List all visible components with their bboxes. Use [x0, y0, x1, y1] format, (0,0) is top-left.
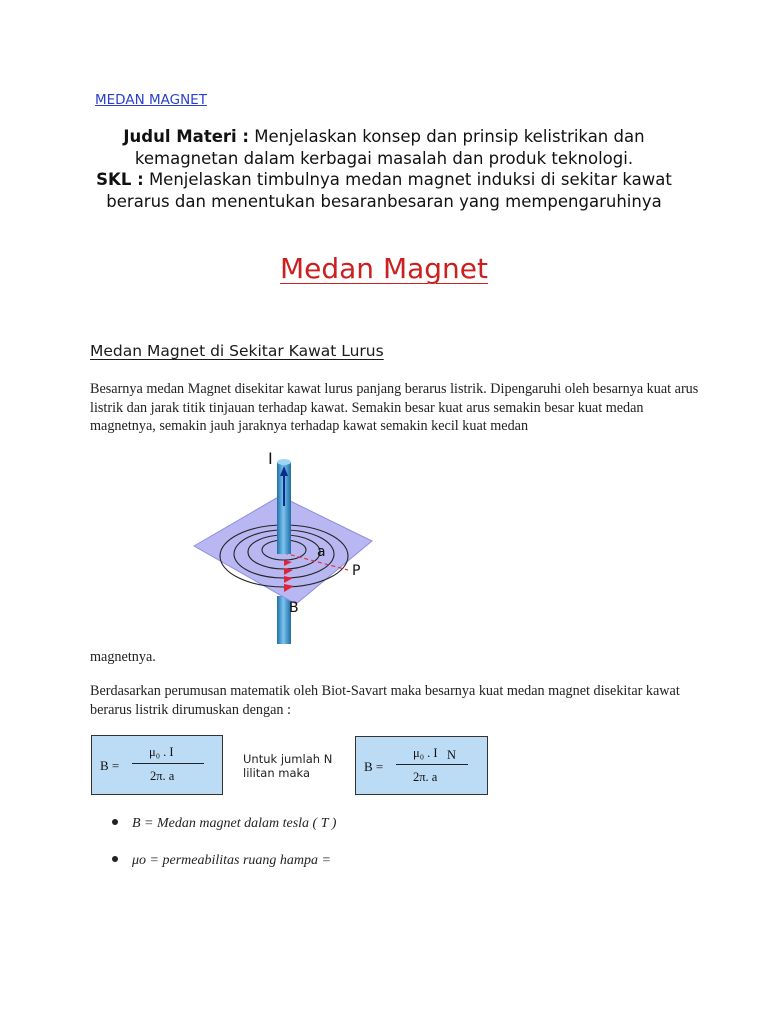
label-point: P [352, 563, 361, 579]
bullet-text-b: B = Medan magnet dalam tesla ( T ) [132, 816, 337, 831]
formula2-numerator: μ₀ . I [413, 746, 438, 760]
bullet-dot [112, 856, 118, 862]
paragraph-intro-end: magnetnya. [90, 649, 156, 665]
judul-text: Menjelaskan konsep dan prinsip kelistrikan dan kemagnetan dalam kerbagai masalah dan produk teknologi. [134, 127, 645, 168]
bullet-text-mu: μo = permeabilitas ruang hampa = [132, 853, 331, 868]
medan-magnet-link[interactable]: MEDAN MAGNET [95, 92, 207, 108]
skl-label: SKL : [96, 170, 144, 189]
intro-block [70, 126, 698, 212]
judul-label: Judul Materi : [123, 127, 250, 146]
wire-top [277, 459, 291, 465]
formula-note [243, 752, 332, 780]
formula1-fraction-bar [132, 763, 204, 764]
paragraph-biot-savart: Berdasarkan perumusan matematik oleh Biot-Savart maka besarnya kuat medan magnet disekitar kawat berarus listrik dirumuskan dengan : [90, 683, 680, 718]
formula1-numerator: μ₀ . I [149, 745, 174, 759]
bullet-dot [112, 819, 118, 825]
formula-box-coil [355, 736, 488, 795]
formula-box-single [91, 735, 223, 795]
skl-text: Menjelaskan timbulnya medan magnet induksi di sekitar kawat berarus dan menentukan besaranbesaran yang mempengaruhinya [106, 170, 672, 211]
formula1-lhs: B = [100, 758, 120, 773]
page-title: Medan Magnet [279, 252, 488, 285]
formula2-extra: N [447, 748, 457, 762]
label-current: I [268, 449, 273, 468]
magnetic-field-figure [176, 446, 386, 646]
section-heading: Medan Magnet di Sekitar Kawat Lurus [90, 342, 384, 360]
formula2-denominator: 2π. a [413, 770, 438, 784]
formula1-denominator: 2π. a [150, 769, 175, 783]
bullet-item [112, 853, 331, 869]
formula2-fraction-bar [396, 764, 468, 765]
label-field: B [289, 600, 299, 616]
note-line1: Untuk jumlah N [243, 752, 333, 766]
note-line2: lilitan maka [243, 766, 311, 780]
formula2-lhs: B = [364, 759, 384, 774]
label-distance: a [317, 544, 326, 560]
bullet-item [112, 816, 336, 832]
paragraph-intro: Besarnya medan Magnet disekitar kawat lurus panjang berarus listrik. Dipengaruhi oleh besarnya kuat arus listrik dan jarak titik tinjauan terhadap kawat. Semakin besar kuat arus semakin besar kuat medan magnetnya, semakin jauh jaraknya terhadap kawat semakin kecil kuat medan [90, 381, 699, 434]
